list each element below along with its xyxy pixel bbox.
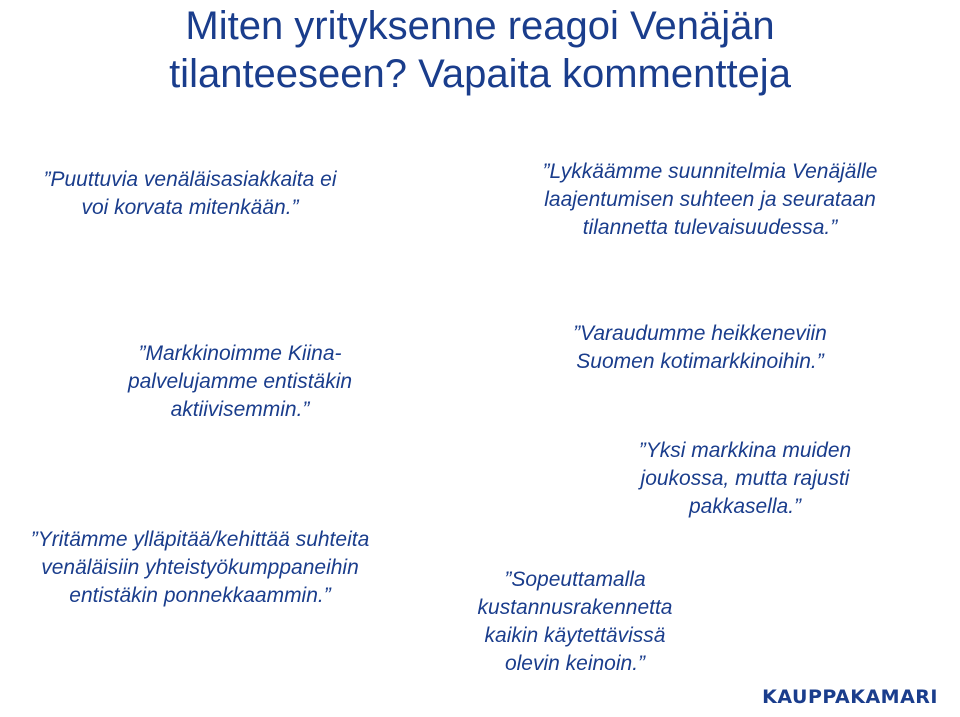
- quote-lykkaamme-suunnitelmia: [480, 158, 940, 242]
- quote-line: ”Sopeuttamalla: [504, 568, 646, 591]
- kauppakamari-logo: KAUPPAKAMARI: [762, 686, 938, 708]
- quote-yritamme-suhteita: [0, 526, 400, 610]
- quote-line: Suomen kotimarkkinoihin.”: [576, 350, 824, 373]
- quote-line: ”Yritämme ylläpitää/kehittää suhteita: [30, 528, 370, 551]
- slide-title: [60, 2, 900, 98]
- quote-line: ”Yksi markkina muiden: [638, 439, 852, 462]
- quote-line: kaikin käytettävissä: [484, 624, 666, 647]
- quote-line: voi korvata mitenkään.”: [81, 196, 299, 219]
- slide-title-line-1: Miten yrityksenne reagoi Venäjän: [185, 4, 775, 48]
- quote-varaudumme: [490, 320, 910, 376]
- quote-line: kustannusrakennetta: [477, 596, 673, 619]
- quote-sopeuttamalla: [445, 566, 705, 678]
- quote-line: olevin keinoin.”: [504, 652, 646, 675]
- quote-line: ”Puuttuvia venäläisasiakkaita ei: [43, 168, 337, 191]
- quote-line: ”Varaudumme heikkeneviin: [573, 322, 827, 345]
- quote-line: tilannetta tulevaisuudessa.”: [582, 216, 838, 239]
- quote-yksi-markkina: [590, 437, 900, 521]
- quote-line: joukossa, mutta rajusti: [640, 467, 850, 490]
- quote-line: ”Markkinoimme Kiina-: [138, 342, 342, 365]
- quote-line: aktiivisemmin.”: [170, 398, 310, 421]
- quote-line: palvelujamme entistäkin: [127, 370, 353, 393]
- quote-markkinoimme-kiina: [60, 340, 420, 424]
- quote-line: laajentumisen suhteen ja seurataan: [544, 188, 876, 211]
- quote-line: pakkasella.”: [688, 495, 802, 518]
- slide-title-line-2: tilanteeseen? Vapaita kommentteja: [169, 52, 791, 96]
- quote-line: ”Lykkäämme suunnitelmia Venäjälle: [542, 160, 878, 183]
- quote-line: venäläisiin yhteistyökumppaneihin: [41, 556, 359, 579]
- quote-puuttuvia-asiakkaita: [10, 166, 370, 222]
- quote-line: entistäkin ponnekkaammin.”: [69, 584, 331, 607]
